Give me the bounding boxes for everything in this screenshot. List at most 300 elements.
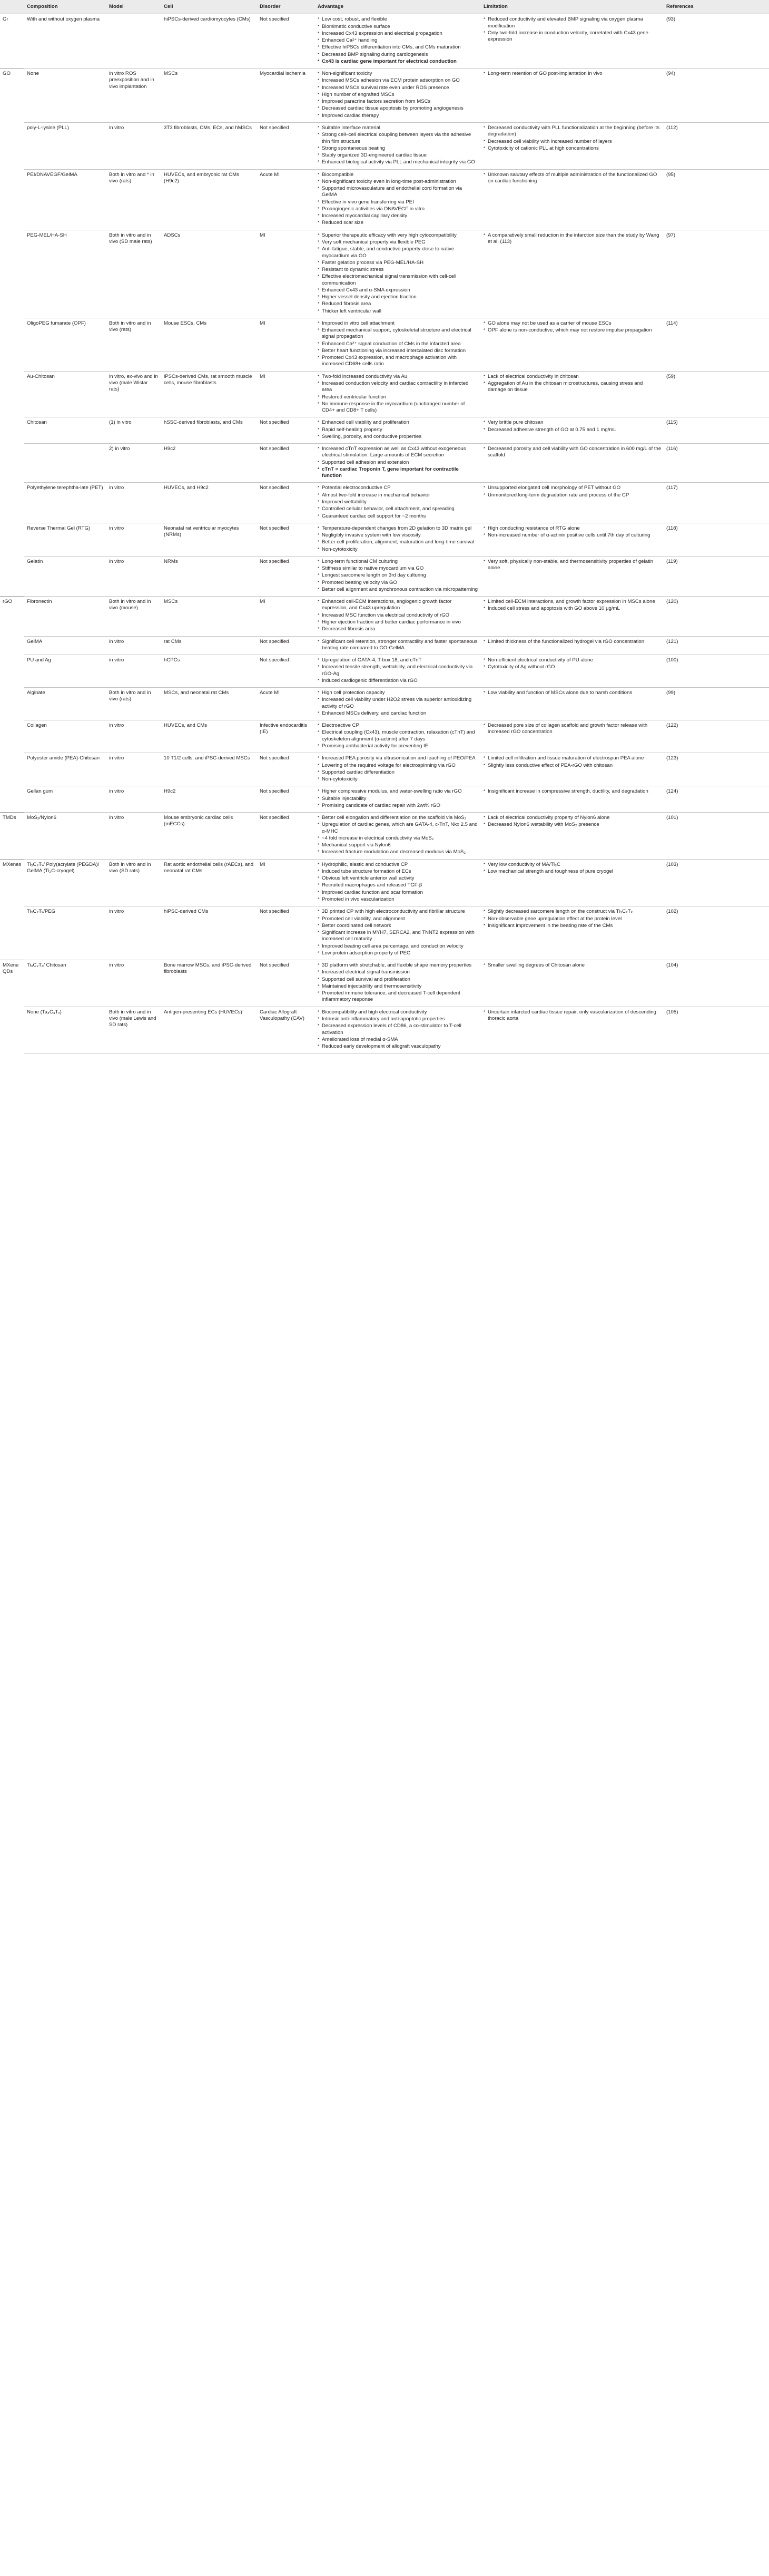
list-item: * Better coordinated cell network (318, 923, 479, 929)
list-item: * Supported cell adhesion and extension (318, 460, 479, 466)
cell-reference: (119) (664, 556, 769, 596)
list-item: * Biocompatibility and high electrical conductivity (318, 1009, 479, 1016)
cell-disorder: Not specified (257, 813, 315, 860)
header-composition: Composition (24, 0, 106, 14)
list-item: * Low protein adsorption property of PEG (318, 950, 479, 957)
cell-cell-type: MSCs (161, 69, 257, 123)
cell-composition: Reverse Thermal Gel (RTG) (24, 523, 106, 556)
cell-advantage (315, 483, 481, 523)
cell-limitation (481, 859, 664, 906)
list-item: * Decreased pore size of collagen scaffold and growth factor release with increased rGO concentration (484, 723, 662, 736)
cell-composition: None (24, 69, 106, 123)
list-item: * Better cell proliferation, alignment, maturation and long-time survival (318, 539, 479, 545)
cell-reference: (95) (664, 169, 769, 230)
cell-reference: (121) (664, 636, 769, 655)
cell-composition: PEG-MEL/HA-SH (24, 230, 106, 318)
list-item: * Enhanced mechanical support, cytoskeletal structure and electrical signal propagation (318, 327, 479, 340)
cell-disorder: Not specified (257, 636, 315, 655)
cell-reference: (105) (664, 1007, 769, 1053)
list-item: * Longest sarcomere length on 3rd day culturing (318, 572, 479, 579)
table-row (0, 720, 769, 753)
cell-advantage (315, 753, 481, 786)
list-item: * Decreased cardiac tissue apoptosis by promoting angiogenesis (318, 105, 479, 112)
cell-disorder: Not specified (257, 786, 315, 813)
cell-disorder: Not specified (257, 444, 315, 483)
list-item: * High cell protection capacity (318, 690, 479, 696)
list-item: * Electroactive CP (318, 723, 479, 729)
cell-advantage-list (318, 485, 479, 519)
list-item: * Supported microvasculature and endothelial cord formation via GelMA (318, 186, 479, 199)
list-item: * Biomimetic conductive surface (318, 24, 479, 30)
cell-composition: GelMA (24, 636, 106, 655)
cell-model: in vitro (106, 720, 161, 753)
cell-model: in vitro (106, 636, 161, 655)
cell-group: TMDs (0, 813, 24, 860)
list-item: * Cx43 is cardiac gene important for electrical conduction (318, 58, 479, 65)
cell-limitation (481, 720, 664, 753)
cell-reference: (123) (664, 753, 769, 786)
cell-reference: (124) (664, 786, 769, 813)
list-item: * Non-significant toxicity even in long-time post-administration (318, 179, 479, 185)
cell-advantage-list (318, 71, 479, 119)
cell-cell-type: NRMs (161, 556, 257, 596)
cell-composition: Gellan gum (24, 786, 106, 813)
header-advantage: Advantage (315, 0, 481, 14)
list-item: * Obvious left ventricle anterior wall activity (318, 875, 479, 882)
list-item: * A comparatively small reduction in the infarction size than the study by Wang et al. (113) (484, 232, 662, 246)
list-item: * Cytotoxicity of cationic PLL at high concentrations (484, 145, 662, 152)
cell-advantage (315, 688, 481, 720)
list-item: * 3D platform with stretchable, and flexible shape memory properties (318, 962, 479, 969)
cell-reference: (118) (664, 523, 769, 556)
cell-group (0, 230, 24, 318)
cell-limitation-list (484, 755, 662, 769)
list-item: * Decreased porosity and cell viability with GO concentration in 600 mg/L of the scaffold (484, 446, 662, 459)
list-item: * Smaller swelling degrees of Chitosan alone (484, 962, 662, 969)
cell-limitation-list (484, 909, 662, 929)
cell-composition: Au-Chitosan (24, 371, 106, 417)
list-item: * Reduced conductivity and elevated BMP signaling via oxygen plasma modification (484, 16, 662, 30)
list-item: * Non-efficient electrical conductivity of PU alone (484, 657, 662, 663)
cell-limitation (481, 753, 664, 786)
cell-disorder: Not specified (257, 655, 315, 688)
table-row (0, 417, 769, 444)
cell-disorder: Not specified (257, 483, 315, 523)
list-item: * Increased tensile strength, wettability, and electrical conductivity via rGO-Ag (318, 664, 479, 677)
cell-reference: (93) (664, 14, 769, 69)
cell-composition: Gelatin (24, 556, 106, 596)
cell-advantage (315, 906, 481, 960)
table-row (0, 483, 769, 523)
cell-limitation (481, 636, 664, 655)
list-item: * Low viability and function of MSCs alone due to harsh conditions (484, 690, 662, 696)
cell-limitation-list (484, 16, 662, 43)
list-item: * Strong spontaneous beating (318, 145, 479, 152)
list-item: * Temperature-dependent changes from 2D gelation to 3D matrix gel (318, 525, 479, 532)
cell-disorder: Acute MI (257, 169, 315, 230)
list-item: * Increased MSC function via electrical conductivity of rGO (318, 612, 479, 619)
list-item: * Resistant to dynamic stress (318, 267, 479, 273)
list-item: * Suitable interface material (318, 125, 479, 131)
list-item: * Very brittle pure chitosan (484, 419, 662, 426)
cell-limitation-list (484, 657, 662, 671)
list-item: * Insignificant increase in compressive strength, ductility, and degradation (484, 788, 662, 795)
cell-advantage (315, 597, 481, 636)
table-row (0, 69, 769, 123)
list-item: * Promising candidate of cardiac repair with 2wt% rGO (318, 803, 479, 809)
list-item: * ~4 fold increase in electrical conductivity via MoS₂ (318, 835, 479, 842)
table-row (0, 597, 769, 636)
cell-reference: (122) (664, 720, 769, 753)
list-item: * Very soft, physically non-stable, and thermosensitivity properties of gelatin alone (484, 559, 662, 572)
list-item: * cTnT = cardiac Troponin T, gene important for contractile function (318, 466, 479, 480)
cell-limitation-list (484, 690, 662, 696)
cell-limitation (481, 318, 664, 371)
cell-advantage-list (318, 1009, 479, 1050)
cell-advantage (315, 444, 481, 483)
cell-cell-type: Rat aortic endothelial cells (rAECs), and neonatal rat CMs (161, 859, 257, 906)
cell-limitation (481, 14, 664, 69)
list-item: * Insignificant improvement in the beating rate of the CMs (484, 923, 662, 929)
list-item: * Increased conduction velocity and cardiac contractility in infarcted area (318, 380, 479, 394)
cell-reference: (97) (664, 230, 769, 318)
cell-model: Both in vitro and in vivo (rats) (106, 318, 161, 371)
list-item: * Anti-fatigue, stable, and conductive property close to native myocardium via GO (318, 246, 479, 259)
table-row (0, 444, 769, 483)
table-row (0, 960, 769, 1007)
list-item: * Promising antibacterial activity for preventing IE (318, 743, 479, 749)
cell-disorder: Not specified (257, 122, 315, 169)
cell-disorder: Acute MI (257, 688, 315, 720)
cell-model: in vitro (106, 786, 161, 813)
header-disorder: Disorder (257, 0, 315, 14)
cell-reference: (115) (664, 417, 769, 444)
list-item: * Supported cardiac differentiation (318, 769, 479, 776)
list-item: * Ameliorated loss of medial α-SMA (318, 1037, 479, 1043)
cell-advantage (315, 556, 481, 596)
cell-limitation (481, 122, 664, 169)
cell-limitation (481, 1007, 664, 1053)
cell-limitation (481, 444, 664, 483)
cell-limitation-list (484, 374, 662, 394)
cell-reference: (104) (664, 960, 769, 1007)
cell-advantage-list (318, 909, 479, 957)
cell-disorder: MI (257, 318, 315, 371)
cell-advantage-list (318, 815, 479, 856)
list-item: * Higher compressive modulus, and water-swelling ratio via rGO (318, 788, 479, 795)
cell-group (0, 1007, 24, 1053)
cell-advantage (315, 813, 481, 860)
list-item: * Electrical coupling (Cx43), muscle contraction, relaxation (cTnT) and cytoskeleton alignment (α-actinin) after 7 days (318, 729, 479, 743)
table-row (0, 318, 769, 371)
list-item: * Improved in vitro cell attachment (318, 320, 479, 327)
list-item: * Unknown salutary effects of multiple administration of the functionalized GO on cardiac functioning (484, 172, 662, 185)
list-item: * Induced cell stress and apoptosis with GO above 10 μg/mL (484, 606, 662, 612)
cell-disorder: Infective endocarditis (IE) (257, 720, 315, 753)
cell-composition: Alginate (24, 688, 106, 720)
list-item: * Non-cytotoxicity (318, 776, 479, 783)
cell-advantage (315, 960, 481, 1007)
cell-advantage-list (318, 559, 479, 593)
cell-model: Both in vitro and in vivo (SD rats) (106, 859, 161, 906)
cell-advantage (315, 230, 481, 318)
cell-group (0, 371, 24, 417)
list-item: * Thicker left ventricular wall (318, 308, 479, 315)
cell-model: 2) in vitro (106, 444, 161, 483)
list-item: * Decreased BMP signaling during cardiogenesis (318, 52, 479, 58)
cell-advantage (315, 720, 481, 753)
cell-limitation-list (484, 419, 662, 433)
list-item: * Enhanced biological activity via PLL and mechanical integrity via GO (318, 159, 479, 165)
cell-disorder: MI (257, 859, 315, 906)
list-item: * Cytotoxicity of Ag without rGO (484, 664, 662, 670)
list-item: * Superior therapeutic efficacy with very high cytocompatibility (318, 232, 479, 239)
cell-group (0, 655, 24, 688)
cell-group (0, 688, 24, 720)
cell-group (0, 523, 24, 556)
cell-composition: poly-L-lysine (PLL) (24, 122, 106, 169)
list-item: * Increased fracture modulation and decreased modulus via MoS₂ (318, 849, 479, 855)
list-item: * Promoted Cx43 expression, and macrophage activation with increased CD68+ cells ratio (318, 355, 479, 368)
cell-composition: MoS₂/Nylon6 (24, 813, 106, 860)
list-item: * Unsupported elongated cell morphology of PET without GO (484, 485, 662, 491)
cell-disorder: MI (257, 597, 315, 636)
cell-cell-type: HUVECs, and embryonic rat CMs (H9c2) (161, 169, 257, 230)
list-item: * Swelling, porosity, and conductive properties (318, 434, 479, 440)
list-item: * High number of engrafted MSCs (318, 92, 479, 98)
cell-disorder: Not specified (257, 523, 315, 556)
cell-cell-type: iPSCs-derived CMs, rat smooth muscle cells, mouse fibroblasts (161, 371, 257, 417)
list-item: * Slightly decreased sarcomere length on the construct via Ti₃C₂Tₓ (484, 909, 662, 915)
cell-advantage (315, 636, 481, 655)
list-item: * Better heart functioning via increased intercalated disc formation (318, 348, 479, 354)
cell-advantage-list (318, 690, 479, 717)
cell-limitation-list (484, 446, 662, 459)
cell-limitation-list (484, 485, 662, 499)
cell-advantage-list (318, 374, 479, 414)
header-cell: Cell (161, 0, 257, 14)
cell-composition (24, 444, 106, 483)
list-item: * Stably organized 3D-engineered cardiac tissue (318, 152, 479, 159)
table-row (0, 230, 769, 318)
list-item: * Two-fold increased conductivity via Au (318, 374, 479, 380)
list-item: * Controlled cellular behavior, cell attachment, and spreading (318, 506, 479, 512)
list-item: * Promoted in vivo vascularization (318, 896, 479, 903)
cell-group (0, 122, 24, 169)
table-row (0, 655, 769, 688)
cell-advantage-list (318, 788, 479, 809)
data-table (0, 0, 769, 1053)
list-item: * Increased PEA porosity via ultrasonication and leaching of PEO/PEA (318, 755, 479, 762)
cell-composition: Fibronectin (24, 597, 106, 636)
list-item: * Limited cell infiltration and tissue maturation of electrospun PEA alone (484, 755, 662, 762)
cell-group (0, 786, 24, 813)
list-item: * Promoted beating velocity via GO (318, 580, 479, 586)
cell-model: in vitro (106, 122, 161, 169)
table-row (0, 1007, 769, 1053)
table-header-row (0, 0, 769, 14)
cell-limitation (481, 556, 664, 596)
list-item: * Negligibly invasive system with low viscosity (318, 532, 479, 539)
list-item: * Non-significant toxicity (318, 71, 479, 77)
cell-advantage-list (318, 232, 479, 315)
cell-group (0, 720, 24, 753)
cell-reference: (120) (664, 597, 769, 636)
cell-composition: With and without oxygen plasma (24, 14, 106, 69)
list-item: * Upregulation of cardiac genes, which are GATA-4, c-TnT, Nkx 2.5 and α-MHC (318, 822, 479, 835)
cell-group (0, 417, 24, 444)
table-row (0, 813, 769, 860)
list-item: * Improved cardiac therapy (318, 113, 479, 119)
cell-disorder: MI (257, 230, 315, 318)
list-item: * Reduced early development of allograft vasculopathy (318, 1043, 479, 1050)
cell-limitation-list (484, 525, 662, 539)
cell-cell-type: H9c2 (161, 786, 257, 813)
list-item: * Suitable injectability (318, 796, 479, 802)
list-item: * Higher ejection fraction and better cardiac performance in vivo (318, 619, 479, 626)
cell-disorder: Not specified (257, 906, 315, 960)
list-item: * High conducting resistance of RTG alone (484, 525, 662, 532)
cell-advantage (315, 318, 481, 371)
list-item: * Uncertain infarcted cardiac tissue repair, only vascularization of descending thoracic aorta (484, 1009, 662, 1022)
list-item: * Effective hiPSCs differentiation into CMs, and CMs maturation (318, 44, 479, 51)
cell-disorder: Not specified (257, 14, 315, 69)
cell-limitation-list (484, 125, 662, 152)
cell-limitation (481, 483, 664, 523)
list-item: * Long-term retention of GO post-implantation in vivo (484, 71, 662, 77)
cell-model: (1) in vitro (106, 417, 161, 444)
cell-model: in vitro, ex-vivo and in vivo (male Wistar rats) (106, 371, 161, 417)
table-row (0, 859, 769, 906)
header-references: References (664, 0, 769, 14)
cell-composition: Ti₃C₂Tₓ/ Poly(acrylate (PEGDA)/ GelMA (Ti₃C-cryogel) (24, 859, 106, 906)
cell-model: in vitro (106, 523, 161, 556)
cell-limitation-list (484, 320, 662, 334)
cell-advantage (315, 417, 481, 444)
table-row (0, 753, 769, 786)
list-item: * Increased myocardial capillary density (318, 213, 479, 219)
list-item: * Increased cell viability under H2O2 stress via superior antioxidizing activity of rGO (318, 697, 479, 710)
cell-limitation (481, 169, 664, 230)
cell-advantage-list (318, 125, 479, 166)
cell-disorder: Not specified (257, 960, 315, 1007)
list-item: * Increased MSCs survival rate even under ROS presence (318, 85, 479, 91)
cell-limitation (481, 417, 664, 444)
cell-model: Both in vitro and * in vivo (rats) (106, 169, 161, 230)
list-item: * Very low conductivity of MA/Ti₃C (484, 862, 662, 868)
cell-reference: (102) (664, 906, 769, 960)
list-item: * Better cell elongation and differentiation on the scaffold via MoS₂ (318, 815, 479, 821)
list-item: * Faster gelation process via PEG-MEL/HA-SH (318, 260, 479, 266)
table-row (0, 556, 769, 596)
list-item: * Higher vessel density and ejection fraction (318, 294, 479, 300)
cell-limitation-list (484, 723, 662, 736)
cell-model: in vitro ROS preexposition and in vivo implantation (106, 69, 161, 123)
cell-composition: Collagen (24, 720, 106, 753)
cell-cell-type: 3T3 fibroblasts, CMs, ECs, and hMSCs (161, 122, 257, 169)
list-item: * Lack of electrical conductivity property of Nylon6 alone (484, 815, 662, 821)
list-item: * Reduced fibrosis area (318, 301, 479, 307)
cell-advantage (315, 169, 481, 230)
list-item: * Improved wettability (318, 499, 479, 505)
cell-cell-type: ADSCs (161, 230, 257, 318)
list-item: * Non-observable gene upregulation effect at the protein level (484, 916, 662, 922)
list-item: * Significant increase in MYH7, SERCA2, and TNNT2 expression with increased cell maturity (318, 930, 479, 943)
cell-group: MXenes (0, 859, 24, 906)
cell-model: in vitro (106, 556, 161, 596)
cell-model: Both in vitro and in vivo (rats) (106, 688, 161, 720)
cell-disorder: Cardiac Allograft Vasculopathy (CAV) (257, 1007, 315, 1053)
cell-limitation-list (484, 1009, 662, 1022)
table-row (0, 169, 769, 230)
list-item: * Better cell alignment and synchronous contraction via micropatterning (318, 587, 479, 593)
cell-limitation (481, 813, 664, 860)
cell-limitation-list (484, 962, 662, 969)
cell-group (0, 483, 24, 523)
cell-limitation-list (484, 71, 662, 77)
cell-cell-type: rat CMs (161, 636, 257, 655)
cell-disorder: Myocardial ischemia (257, 69, 315, 123)
table-row (0, 122, 769, 169)
list-item: * GO alone may not be used as a carrier of mouse ESCs (484, 320, 662, 327)
cell-reference: (116) (664, 444, 769, 483)
cell-limitation (481, 786, 664, 813)
cell-advantage-list (318, 599, 479, 632)
cell-limitation (481, 906, 664, 960)
header-model: Model (106, 0, 161, 14)
cell-group (0, 444, 24, 483)
list-item: * Lowering of the required voltage for electrospinning via rGO (318, 763, 479, 769)
list-item: * Induced tube structure formation of ECs (318, 869, 479, 875)
cell-composition: PU and Ag (24, 655, 106, 688)
cell-limitation (481, 523, 664, 556)
cell-advantage-list (318, 320, 479, 368)
list-item: * Effective electromechanical signal transmission with cell-cell communication (318, 274, 479, 287)
cell-cell-type: Neonatal rat ventricular myocytes (NRMs) (161, 523, 257, 556)
cell-limitation (481, 371, 664, 417)
cell-advantage (315, 523, 481, 556)
table-row (0, 906, 769, 960)
list-item: * Maintained injectability and thermosensitivity (318, 983, 479, 990)
cell-reference: (117) (664, 483, 769, 523)
table-row (0, 688, 769, 720)
cell-limitation (481, 597, 664, 636)
cell-limitation (481, 960, 664, 1007)
cell-cell-type: Mouse ESCs, CMs (161, 318, 257, 371)
table-row (0, 786, 769, 813)
cell-disorder: Not specified (257, 753, 315, 786)
cell-cell-type: hiPSCs-derived cardiomyocytes (CMs) (161, 14, 257, 69)
table-row (0, 371, 769, 417)
list-item: * Induced cardiogenic differentiation via rGO (318, 678, 479, 684)
cell-advantage-list (318, 862, 479, 903)
cell-reference: (99) (664, 688, 769, 720)
cell-cell-type: hSSC-derived fibroblasts, and CMs (161, 417, 257, 444)
list-item: * Promoted cell viability, and alignment (318, 916, 479, 922)
list-item: * Recruited macrophages and released TGF-β (318, 882, 479, 889)
cell-advantage-list (318, 657, 479, 684)
cell-composition: PEI/DNAVEGF/GelMA (24, 169, 106, 230)
cell-cell-type: Mouse embryonic cardiac cells (mECCs) (161, 813, 257, 860)
list-item: * Enhanced Ca²⁺ handling (318, 37, 479, 44)
cell-cell-type: Bone marrow MSCs, and iPSC-derived fibroblasts (161, 960, 257, 1007)
list-item: * Promoted immune tolerance, and decreased T-cell dependent inflammatory response (318, 990, 479, 1003)
list-item: * Biocompatible (318, 172, 479, 178)
cell-composition: OligoPEG fumarate (OPF) (24, 318, 106, 371)
list-item: * Improved beating cell area percentage, and conduction velocity (318, 943, 479, 950)
cell-advantage-list (318, 16, 479, 65)
list-item: * Decreased cell viability with increased number of layers (484, 139, 662, 145)
